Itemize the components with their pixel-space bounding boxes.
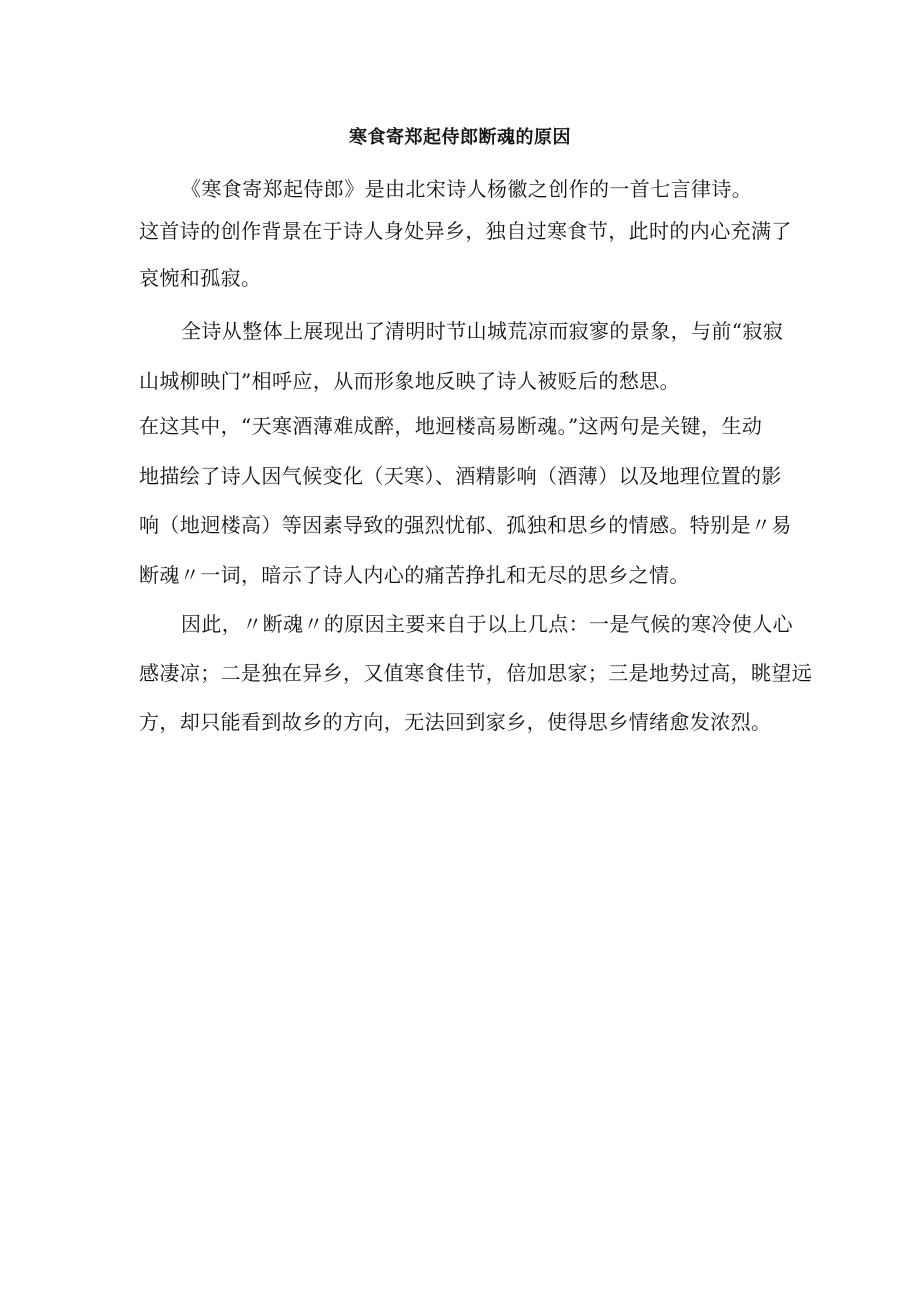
paragraph-1-line-3: 哀惋和孤寂。 bbox=[139, 266, 262, 290]
paragraph-1-line-1: 《寒食寄郑起侍郎》是由北宋诗人杨徽之创作的一首七言律诗。 bbox=[181, 177, 753, 201]
paragraph-4-line-2: 感凄凉；二是独在异乡，又值寒食佳节，倍加思家；三是地势过高，眺望远 bbox=[139, 661, 813, 685]
document-title: 寒食寄郑起侍郎断魂的原因 bbox=[349, 127, 571, 148]
paragraph-2-line-2: 山城柳映门”相呼应，从而形象地反映了诗人被贬后的愁思。 bbox=[139, 369, 681, 393]
paragraph-4-line-1: 因此，〃断魂〃的原因主要来自于以上几点：一是气候的寒冷使人心 bbox=[181, 612, 793, 636]
paragraph-2-line-1: 全诗从整体上展现出了清明时节山城荒凉而寂寥的景象，与前“寂寂 bbox=[181, 319, 784, 343]
paragraph-3-line-2: 地描绘了诗人因气候变化（天寒）、酒精影响（酒薄）以及地理位置的影 bbox=[139, 464, 782, 488]
paragraph-4-line-3: 方，却只能看到故乡的方向，无法回到家乡，使得思乡情绪愈发浓烈。 bbox=[139, 710, 772, 734]
paragraph-3-line-4: 断魂〃一词，暗示了诗人内心的痛苦挣扎和无尽的思乡之情。 bbox=[139, 563, 690, 587]
paragraph-1-line-2: 这首诗的创作背景在于诗人身处异乡，独自过寒食节，此时的内心充满了 bbox=[139, 219, 792, 243]
paragraph-3-line-3: 响（地迥楼高）等因素导致的强烈忧郁、孤独和思乡的情感。特别是〃易 bbox=[139, 513, 792, 537]
paragraph-3-line-1: 在这其中，“天寒酒薄难成醉，地迥楼高易断魂。”这两句是关键，生动 bbox=[139, 414, 763, 438]
